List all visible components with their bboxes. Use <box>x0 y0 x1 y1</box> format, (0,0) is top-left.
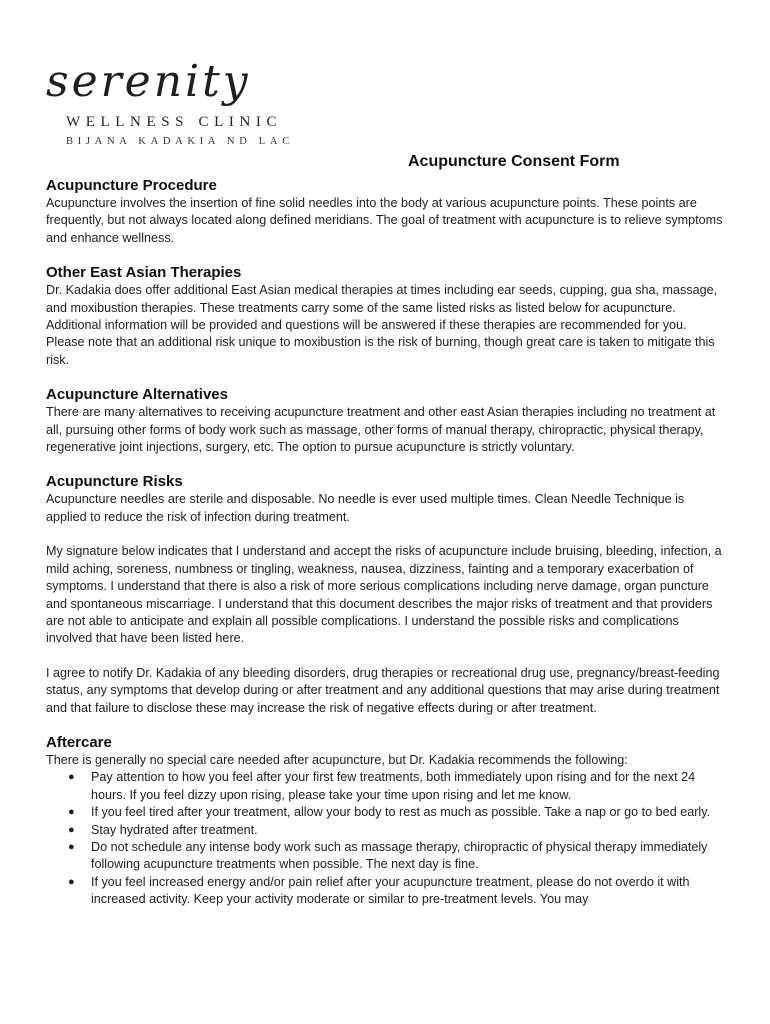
document-body <box>46 176 726 909</box>
logo-clinic-name: WELLNESS CLINIC <box>66 114 283 130</box>
bullet-icon: ● <box>68 823 75 836</box>
list-item-text: Pay attention to how you feel after your first few treatments, both immediately upon rising and for the next 24 hours. If you feel dizzy upon rising, please take your time upon rising and let me know. <box>91 770 696 802</box>
form-title: Acupuncture Consent Form <box>408 153 620 170</box>
list-item <box>46 839 726 874</box>
section-paragraph: I agree to notify Dr. Kadakia of any bleeding disorders, drug therapies or recreational drug use, pregnancy/breast-feeding status, any symptoms that develop during or after treatment and any additional questions that may arise during treatment and that failure to disclose these may increase the risk of negative effects during or after treatment. <box>46 665 720 715</box>
list-item-text: If you feel tired after your treatment, allow your body to rest as much as possible. Take a nap or go to bed early. <box>91 805 711 820</box>
logo-script-wordmark: serenity <box>46 56 251 107</box>
section-heading: Aftercare <box>46 733 112 751</box>
section-aftercare <box>46 733 726 909</box>
bullet-icon: ● <box>68 806 75 819</box>
section-heading: Acupuncture Procedure <box>46 177 217 194</box>
list-item <box>46 822 726 839</box>
section-paragraph: Acupuncture involves the insertion of fine solid needles into the body at various acupuncture points. These points are frequently, but not always located along defined meridians. The goal of treatment with acupuncture is to relieve symptoms and enhance wellness. <box>46 196 723 245</box>
section-paragraph: My signature below indicates that I understand and accept the risks of acupuncture include bruising, bleeding, infection, a mild aching, soreness, numbness or tingling, weakness, nausea, dizziness, fainting and a temporary exacerbation of symptoms. I understand that there is also a risk of more serious complications including nerve damage, organ puncture and spontaneous miscarriage. I understand that this document describes the major risks of treatment and that providers are not able to anticipate and explain all possible complications. I understand the possible risks and complications involved that have been listed here. <box>46 544 722 646</box>
list-item-text: If you feel increased energy and/or pain relief after your acupuncture treatment, please do not overdo it with increased activity. Keep your activity moderate or similar to pre-treatment levels. You may <box>91 874 690 907</box>
section-paragraph: Acupuncture needles are sterile and disposable. No needle is ever used multiple times. Clean Needle Technique is applied to reduce the risk of infection during treatment. <box>46 492 685 524</box>
list-item <box>46 874 726 909</box>
list-item-text: Do not schedule any intense body work such as massage therapy, chiropractic of physical therapy immediately following acupuncture treatments when possible. The next day is fine. <box>91 839 708 872</box>
section-alternatives <box>46 385 726 456</box>
clinic-logo <box>46 56 306 152</box>
aftercare-list <box>46 769 726 908</box>
list-item-text: Stay hydrated after treatment. <box>91 822 258 837</box>
section-paragraph: Dr. Kadakia does offer additional East Asian medical therapies at times including ear seeds, cupping, gua sha, massage, and moxibustion therapies. These treatments carry some of the same listed risks as listed below for acupuncture. Additional information will be provided and questions will be answered if these therapies are recommended for you. Please note that an additional risk unique to moxibustion is the risk of burning, though great care is taken to mitigate this risk. <box>46 283 718 367</box>
list-item <box>46 804 726 821</box>
section-procedure <box>46 176 726 247</box>
section-paragraph: There is generally no special care needed after acupuncture, but Dr. Kadakia recommends the following: <box>46 752 628 767</box>
section-heading: Other East Asian Therapies <box>46 264 242 282</box>
section-other-therapies <box>46 263 726 369</box>
section-risks <box>46 472 726 716</box>
section-heading: Acupuncture Alternatives <box>46 386 228 404</box>
section-heading: Acupuncture Risks <box>46 473 183 491</box>
list-item <box>46 769 726 804</box>
logo-practitioner-name: BIJANA KADAKIA ND LAC <box>66 136 294 147</box>
section-paragraph: There are many alternatives to receiving acupuncture treatment and other east Asian therapies including no treatment at all, pursuing other forms of body work such as massage, other forms of manual therapy, chiropractic, physical therapy, regenerative joint injections, surgery, etc. The option to pursue acupuncture is strictly voluntary. <box>46 405 716 455</box>
bullet-icon: ● <box>68 771 75 784</box>
bullet-icon: ● <box>68 840 75 853</box>
bullet-icon: ● <box>68 875 75 888</box>
